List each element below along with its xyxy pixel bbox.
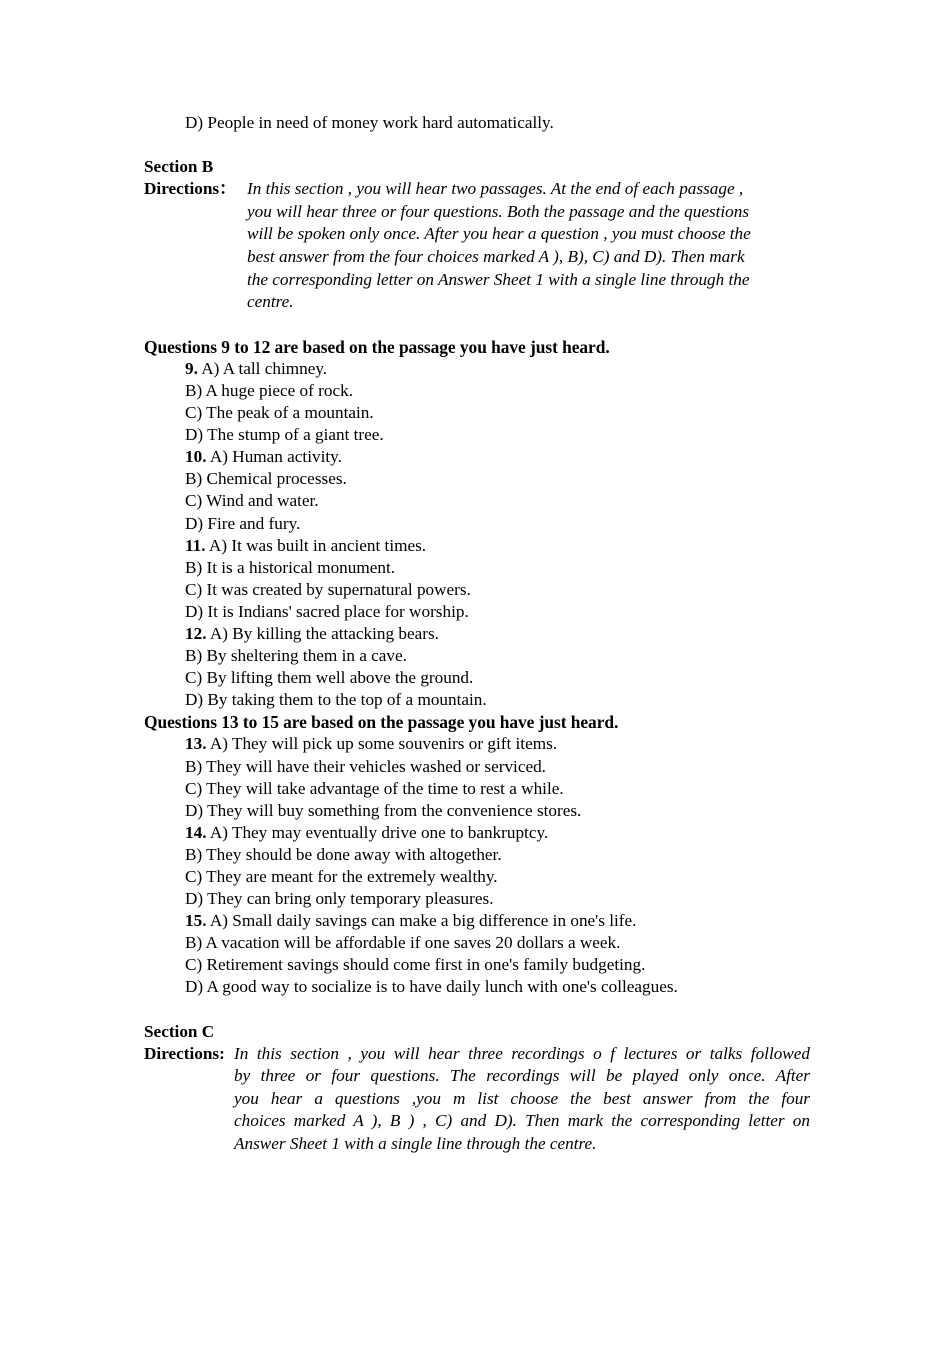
question-number: 10.	[185, 447, 207, 467]
option-row: D) The stump of a giant tree.	[185, 425, 384, 445]
option-row: C) Retirement savings should come first in one's family budgeting.	[185, 955, 646, 975]
question-number: 11.	[185, 535, 206, 555]
option-row: B) It is a historical monument.	[185, 557, 396, 577]
option-row: C) By lifting them well above the ground.	[185, 668, 474, 688]
question-number: 12.	[185, 623, 207, 643]
section-c-directions-text	[234, 1043, 810, 1156]
questions-13-15-heading: Questions 13 to 15 are based on the passage you have just heard.	[144, 712, 619, 733]
directions-line: you will hear three or four questions. Both the passage and the questions	[247, 201, 750, 221]
orphan-option-d: D) People in need of money work hard automatically.	[185, 113, 554, 132]
option-row	[144, 910, 810, 932]
directions-line: choices marked A ), B ) , C) and D). Then mark the corresponding letter on	[234, 1111, 810, 1131]
option-row: D) Fire and fury.	[185, 513, 301, 533]
option-text: A) Human activity.	[209, 447, 342, 467]
question-block-12	[144, 623, 810, 711]
question-block-14	[144, 822, 810, 910]
option-text: A) They will pick up some souvenirs or gift items.	[209, 734, 558, 754]
spacer	[144, 134, 810, 156]
option-row: C) The peak of a mountain.	[185, 403, 374, 423]
option-row: D) They can bring only temporary pleasures.	[185, 889, 494, 909]
directions-line: In this section , you will hear three recordings o f lectures or talks followed	[234, 1043, 810, 1063]
option-row: D) A good way to socialize is to have daily lunch with one's colleagues.	[185, 977, 678, 997]
spacer	[144, 999, 810, 1021]
directions-line: centre.	[247, 292, 294, 312]
option-row	[144, 822, 810, 844]
option-text: A) A tall chimney.	[201, 358, 328, 378]
directions-line: the corresponding letter on Answer Sheet 1 with a single line through the	[247, 269, 750, 289]
option-row: C) They will take advantage of the time to rest a while.	[185, 778, 564, 798]
option-row: B) They will have their vehicles washed or serviced.	[185, 756, 546, 776]
option-row: D) It is Indians' sacred place for worship.	[185, 601, 469, 621]
option-row: D) By taking them to the top of a mountain.	[185, 690, 487, 710]
directions-line: best answer from the four choices marked A ), B), C) and D). Then mark	[247, 246, 745, 266]
directions-line: will be spoken only once. After you hear a question , you must choose the	[247, 224, 751, 244]
option-row	[144, 446, 810, 468]
option-row: D) They will buy something from the convenience stores.	[185, 800, 582, 820]
directions-line: you hear a questions ,you m list choose the best answer from the four	[234, 1088, 810, 1108]
question-number: 14.	[185, 822, 207, 842]
section-c-directions	[144, 1043, 810, 1156]
option-row: B) They should be done away with altogether.	[185, 844, 502, 864]
directions-line: Answer Sheet 1 with a single line through the centre.	[234, 1134, 597, 1154]
option-text: A) They may eventually drive one to bankruptcy.	[209, 822, 549, 842]
directions-line: In this section , you will hear two passages. At the end of each passage ,	[247, 179, 744, 199]
directions-line: by three or four questions. The recordings will be played only once. After	[234, 1066, 810, 1086]
section-b-directions	[144, 178, 810, 314]
section-c-directions-label: Directions:	[144, 1043, 225, 1063]
option-row	[144, 535, 810, 557]
option-row: B) A vacation will be affordable if one saves 20 dollars a week.	[185, 933, 621, 953]
question-number: 15.	[185, 911, 207, 931]
section-c-heading: Section C	[144, 1021, 215, 1041]
question-number: 13.	[185, 734, 207, 754]
option-row	[144, 358, 810, 380]
option-row: C) It was created by supernatural powers.	[185, 579, 471, 599]
questions-9-12-heading: Questions 9 to 12 are based on the passage you have just heard.	[144, 336, 610, 357]
option-row: B) Chemical processes.	[185, 469, 347, 489]
question-block-9	[144, 358, 810, 446]
question-block-15	[144, 910, 810, 998]
option-row: B) A huge piece of rock.	[185, 380, 354, 400]
section-b-directions-text	[247, 178, 810, 314]
section-b-heading: Section B	[144, 157, 214, 177]
page-content	[144, 112, 810, 1156]
option-row: C) They are meant for the extremely wealthy.	[185, 867, 498, 886]
spacer	[144, 314, 810, 336]
option-row: B) By sheltering them in a cave.	[185, 646, 407, 666]
option-text: A) By killing the attacking bears.	[209, 623, 439, 643]
question-number: 9.	[185, 358, 198, 378]
section-b-directions-label: Directions：	[144, 179, 237, 199]
option-text: A) It was built in ancient times.	[208, 535, 427, 555]
option-row	[144, 733, 810, 755]
question-block-11	[144, 535, 810, 623]
option-text: A) Small daily savings can make a big difference in one's life.	[209, 911, 637, 931]
option-row	[144, 623, 810, 645]
option-row: C) Wind and water.	[185, 491, 319, 511]
question-block-13	[144, 733, 810, 821]
question-block-10	[144, 446, 810, 534]
